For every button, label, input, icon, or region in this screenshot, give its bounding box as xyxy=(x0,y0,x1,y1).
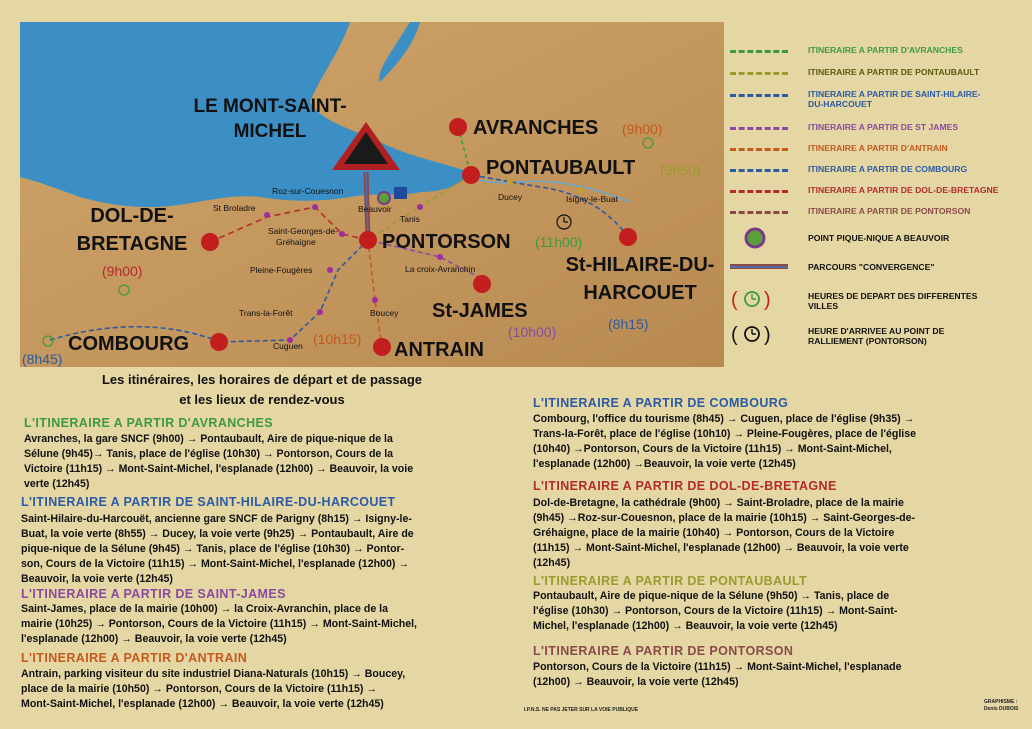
svg-text:): ) xyxy=(764,289,771,311)
legend-line-hilaire xyxy=(730,94,788,97)
place-trans: Trans-la-Forêt xyxy=(239,308,293,318)
legend-line-james xyxy=(730,127,788,130)
departure-clock-icon xyxy=(730,285,774,313)
legend-convergence xyxy=(730,258,1020,278)
place-ducey: Ducey xyxy=(498,192,523,202)
section-title-combourg: L'ITINERAIRE A PARTIR DE COMBOURG xyxy=(533,396,789,410)
place-isigny: Isigny-le-Buat xyxy=(566,194,618,204)
legend-line-pontaubault xyxy=(730,72,788,75)
city-antrain: ANTRAIN xyxy=(394,339,484,361)
footer-credit-name: Denis DUBOIS xyxy=(984,706,1019,712)
svg-text:(: ( xyxy=(731,289,738,311)
legend-line-combourg xyxy=(730,169,788,172)
place-roz: Roz-sur-Couesnon xyxy=(272,186,344,196)
place-tanis: Tanis xyxy=(400,214,420,224)
section-body-james: Saint-James, place de la mairie (10h00) → la Croix-Avranchin, place de la mairie (10h25) → Pontorson, Cours de la Victoire (11h15) → Mont-Saint-Michel, l'esplanade (12h00) → Beauvoir, la voie verte (12h45) xyxy=(21,603,417,645)
city-pontaubault: PONTAUBAULT xyxy=(486,157,636,179)
marker-pontaubault xyxy=(462,166,480,184)
legend-label: ITINERAIRE A PARTIR DE ST JAMES xyxy=(808,122,959,132)
legend-line-pontorson xyxy=(730,211,788,214)
legend-item xyxy=(730,180,1020,200)
time-pontorson: (11h00) xyxy=(535,234,583,250)
section-title-avranches: L'ITINERAIRE A PARTIR D'AVRANCHES xyxy=(24,416,274,430)
bike-icon xyxy=(394,187,407,199)
legend-label: ITINERAIRE A PARTIR DE DOL-DE-BRETAGNE xyxy=(808,185,999,195)
legend-picnic-label: POINT PIQUE-NIQUE A BEAUVOIR xyxy=(808,233,950,243)
time-dol: (9h00) xyxy=(102,263,143,279)
marker-james xyxy=(473,275,491,293)
time-pontaubault: (9h50) xyxy=(660,162,701,178)
marker-dol xyxy=(201,233,219,251)
marker-avranches xyxy=(449,118,467,136)
time-antrain: (10h15) xyxy=(313,331,362,347)
legend-picnic xyxy=(730,225,1020,249)
time-hilaire: (8h15) xyxy=(608,316,649,332)
legend-line-avranches xyxy=(730,50,788,53)
place-beauvoir: Beauvoir xyxy=(358,204,392,214)
section-body-hilaire: Saint-Hilaire-du-Harcouët, ancienne gare SNCF de Parigny (8h15) → Isigny-le- Buat, la voie verte (8h55) → Ducey, la voie verte (9h25) → Pontaubault, Aire de pique-nique de la Sélune (9h45) → Tanis, place de l'église (10h30) → Pontor- son, Cours de la Victoire (11h15) → Mont-Saint-Michel, l'esplanade (12h00) → Beauvoir, la voie verte (12h45) xyxy=(21,513,414,585)
svg-text:(: ( xyxy=(731,324,738,346)
picnic-point-icon xyxy=(742,225,768,251)
section-title-antrain: L'ITINERAIRE A PARTIR D'ANTRAIN xyxy=(21,651,248,665)
place-boucey: Boucey xyxy=(370,308,399,318)
time-james: (10h00) xyxy=(508,324,557,340)
time-avranches: (9h00) xyxy=(622,121,663,137)
place-stgeorges: Saint-Georges-de-Gréhaigne xyxy=(268,226,338,247)
legend-label: ITINERAIRE A PARTIR DE COMBOURG xyxy=(808,164,968,174)
arrival-clock-icon xyxy=(730,320,774,348)
section-title-pontaubault: L'ITINERAIRE A PARTIR DE PONTAUBAULT xyxy=(533,574,808,588)
legend-item xyxy=(730,40,1020,60)
place-croix: La croix-Avranchin xyxy=(405,264,476,274)
legend-arrival-label: HEURE D'ARRIVEE AU POINT DE RALLIEMENT (PONTORSON) xyxy=(808,326,945,346)
legend-convergence-label: PARCOURS "CONVERGENCE" xyxy=(808,262,935,272)
legend-line-antrain xyxy=(730,148,788,151)
section-body-pontaubault: Pontaubault, Aire de pique-nique de la Sélune (9h50) → Tanis, place de l'église (10h30) → Pontorson, Cours de la Victoire (11h15) → Mont-Saint- Michel, l'esplanade (12h00) → Beauvoir, la voie verte (12h45) xyxy=(533,590,898,632)
city-pontorson: PONTORSON xyxy=(382,231,511,253)
svg-text:): ) xyxy=(764,324,771,346)
legend-item xyxy=(730,138,1020,158)
city-dol: DOL-DE-BRETAGNE xyxy=(76,205,188,255)
legend-line-dol xyxy=(730,190,788,193)
legend-item xyxy=(730,117,1020,137)
city-combourg: COMBOURG xyxy=(68,333,190,355)
section-body-dol: Dol-de-Bretagne, la cathédrale (9h00) → Saint-Broladre, place de la mairie (9h45) →Roz-sur-Couesnon, place de la mairie (10h15) → Saint-Georges-de- Gréhaigne, place de la mairie (10h40) → Pontorson, Cours de la Victoire (11h15) → Mont-Saint-Michel, l'esplanade (12h00) → Beauvoir, la voie verte (12h45) xyxy=(533,497,916,569)
section-body-avranches: Avranches, la gare SNCF (9h00) → Pontaubault, Aire de pique-nique de la Sélune (9h45)→ Tanis, place de l'église (10h30) → Pontorson, Cours de la Victoire (11h15) → Mont-Saint-Michel, l'esplanade (12h00) → Beauvoir, la voie verte (12h45) xyxy=(24,433,414,490)
legend-label: ITINERAIRE A PARTIR DE PONTORSON xyxy=(808,206,971,216)
marker-pontorson xyxy=(359,231,377,249)
section-body-combourg: Combourg, l'office du tourisme (8h45) → Cuguen, place de l'église (9h35) → Trans-la-Forêt, place de l'église (10h10) → Pleine-Fougères, place de l'église (10h40) →Pontorson, Cours de la Victoire (11h15) → Mont-Saint-Michel, l'esplanade (12h00) →Beauvoir, la voie verte (12h45) xyxy=(533,413,917,470)
legend-label: ITINERAIRE A PARTIR DE SAINT-HILAIRE-DU-HARCOUET xyxy=(808,89,981,109)
legend-item xyxy=(730,201,1020,221)
legend-departure xyxy=(730,285,1020,315)
route-map xyxy=(20,22,724,367)
city-james: St-JAMES xyxy=(432,300,528,322)
legend-label: ITINERAIRE A PARTIR DE PONTAUBAULT xyxy=(808,67,980,77)
section-title-james: L'ITINERAIRE A PARTIR DE SAINT-JAMES xyxy=(21,587,286,601)
time-combourg: (8h45) xyxy=(22,351,63,367)
legend-item xyxy=(730,62,1020,82)
legend-departure-label: HEURES DE DEPART DES DIFFERENTES VILLES xyxy=(808,291,978,311)
section-body-antrain: Antrain, parking visiteur du site industriel Diana-Naturals (10h15) → Boucey, place de la mairie (10h50) → Pontorson, Cours de la Victoire (11h15) → Mont-Saint-Michel, l'esplanade (12h00) → Beauvoir, la voie verte (12h45) xyxy=(21,668,406,710)
subtitle xyxy=(52,370,472,410)
section-title-pontorson: L'ITINERAIRE A PARTIR DE PONTORSON xyxy=(533,644,794,658)
legend-label: ITINERAIRE A PARTIR D'AVRANCHES xyxy=(808,45,963,55)
subtitle-line: et les lieux de rendez-vous xyxy=(179,392,345,407)
legend-arrival xyxy=(730,320,1020,350)
place-broladre: St Broladre xyxy=(213,203,256,213)
place-pleine: Pleine-Fougères xyxy=(250,265,313,275)
city-avranches: AVRANCHES xyxy=(473,117,599,139)
legend-label: ITINERAIRE A PARTIR D'ANTRAIN xyxy=(808,143,948,153)
footer-notice: I.P.N.S. NE PAS JETER SUR LA VOIE PUBLIQUE xyxy=(524,707,639,713)
subtitle-line: Les itinéraires, les horaires de départ et de passage xyxy=(101,372,423,387)
footer-credit-label: GRAPHISME : xyxy=(984,699,1018,705)
marker-hilaire xyxy=(619,228,637,246)
section-body-pontorson: Pontorson, Cours de la Victoire (11h15) → Mont-Saint-Michel, l'esplanade (12h00) → Beauvoir, la voie verte (12h45) xyxy=(533,661,902,688)
section-title-hilaire: L'ITINERAIRE A PARTIR DE SAINT-HILAIRE-DU-HARCOUET xyxy=(21,495,396,509)
legend-item xyxy=(730,84,1020,109)
place-cuguen: Cuguen xyxy=(273,341,303,351)
marker-antrain xyxy=(373,338,391,356)
section-title-dol: L'ITINERAIRE A PARTIR DE DOL-DE-BRETAGNE xyxy=(533,479,837,493)
city-hilaire: St-HILAIRE-DU-HARCOUET xyxy=(565,254,715,304)
picnic-point-beauvoir xyxy=(378,192,390,204)
mont-label: LE MONT-SAINT-MICHEL xyxy=(193,96,347,142)
marker-combourg xyxy=(210,333,228,351)
legend-item xyxy=(730,159,1020,179)
